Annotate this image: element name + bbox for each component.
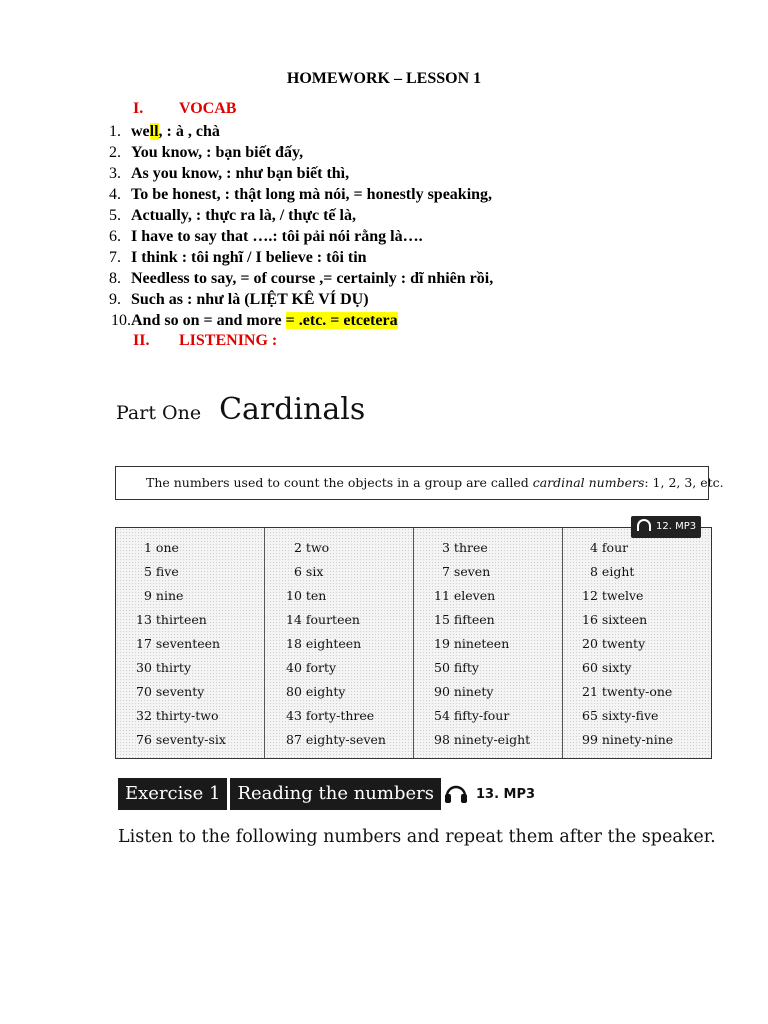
vocab-item-number: 1. [109, 123, 121, 140]
number-cell: 99 ninety-nine [582, 732, 674, 747]
vocab-item [109, 247, 493, 268]
section-heading-listening [133, 332, 277, 350]
definition-box [115, 466, 724, 500]
headphone-icon[interactable] [443, 781, 469, 805]
number-cell: 11 eleven [434, 588, 496, 603]
vocab-item-number: 2. [109, 144, 121, 161]
vocab-item-text: I have to say that ….: tôi pải nói rằng là…. [131, 228, 423, 245]
section-label: VOCAB [179, 100, 237, 117]
number-cell: 65 sixty-five [582, 708, 659, 723]
number-cell: 54 fifty-four [434, 708, 510, 723]
section-label: LISTENING : [179, 332, 278, 349]
audio-track-label: 12. MP3 [656, 521, 697, 532]
vocab-item-text: I think : tôi nghĩ / I believe : tôi tin [131, 249, 367, 266]
vocab-item-number: 3. [109, 165, 121, 182]
definition-term: cardinal numbers [532, 475, 645, 490]
number-cell: 10 ten [286, 588, 327, 603]
number-cell: 50 fifty [434, 660, 479, 675]
number-cell: 9 nine [144, 588, 184, 603]
vocab-item [109, 184, 493, 205]
number-cell: 18 eighteen [286, 636, 362, 651]
section-number: I. [133, 100, 144, 117]
audio-track-label[interactable]: 13. MP3 [476, 787, 536, 802]
number-cell: 87 eighty-seven [286, 732, 386, 747]
vocab-item-text: Needless to say, = of course ,= certainly : dĩ nhiên rồi, [131, 270, 494, 287]
definition-tail: : 1, 2, 3, etc. [644, 475, 724, 490]
number-cell: 17 seventeen [136, 636, 221, 651]
vocab-item-number: 7. [109, 249, 121, 266]
vocab-item [109, 142, 493, 163]
number-cell: 20 twenty [582, 636, 646, 651]
vocab-item [109, 268, 494, 289]
number-cell: 2 two [294, 540, 330, 555]
number-cell: 6 six [294, 564, 324, 579]
number-cell: 8 eight [590, 564, 635, 579]
number-cell: 3 three [442, 540, 488, 555]
number-cell: 98 ninety-eight [434, 732, 531, 747]
vocab-item-number: 4. [109, 186, 121, 203]
column-divider [413, 528, 414, 758]
vocab-item-text: we [131, 123, 150, 140]
section-number: II. [133, 332, 150, 349]
vocab-item-text: As you know, : như bạn biết thì, [131, 165, 350, 182]
vocab-item [109, 163, 493, 184]
number-cell: 14 fourteen [286, 612, 360, 627]
vocab-item-text: Actually, : thực ra là, / thực tế là, [131, 207, 356, 224]
number-cell: 32 thirty-two [136, 708, 219, 723]
vocab-item [109, 121, 493, 142]
number-cell: 7 seven [442, 564, 491, 579]
column-divider [562, 528, 563, 758]
exercise-number: Exercise 1 [125, 783, 221, 804]
audio-track-badge[interactable] [631, 516, 701, 538]
number-cell: 13 thirteen [136, 612, 207, 627]
number-cell: 76 seventy-six [136, 732, 226, 747]
exercise-instruction: Listen to the following numbers and repeat them after the speaker. [118, 827, 716, 847]
vocab-item [109, 205, 493, 226]
number-cell: 19 nineteen [434, 636, 510, 651]
vocab-item-number: 6. [109, 228, 121, 245]
vocab-item-text: You know, : bạn biết đấy, [131, 144, 304, 161]
number-cell: 60 sixty [582, 660, 632, 675]
highlighted-text: = .etc. = etcetera [285, 312, 398, 329]
vocab-item [109, 289, 493, 310]
vocab-item-number: 10. [111, 312, 131, 329]
vocab-item-text: To be honest, : thật long mà nói, = honestly speaking, [131, 186, 493, 203]
part-label: Part One [116, 402, 202, 424]
part-title: Cardinals [219, 392, 366, 427]
number-cell: 90 ninety [434, 684, 494, 699]
number-cell: 21 twenty-one [582, 684, 673, 699]
number-cell: 30 thirty [136, 660, 192, 675]
exercise-title: Reading the numbers [237, 783, 434, 804]
number-cell: 80 eighty [286, 684, 346, 699]
vocab-item-number: 9. [109, 291, 121, 308]
number-cell: 16 sixteen [582, 612, 648, 627]
page-title: HOMEWORK – LESSON 1 [286, 70, 482, 87]
number-cell: 1 one [144, 540, 179, 555]
vocab-item-text: , : à , chà [158, 123, 220, 140]
headphone-icon [637, 519, 651, 531]
vocab-item [111, 310, 493, 331]
part-heading [116, 392, 365, 427]
number-cell: 40 forty [286, 660, 337, 675]
number-cell: 15 fifteen [434, 612, 495, 627]
number-cell: 5 five [144, 564, 179, 579]
column-divider [264, 528, 265, 758]
exercise-badge [118, 778, 441, 810]
vocab-item-number: 8. [109, 270, 121, 287]
vocab-list [109, 121, 494, 331]
section-heading-vocab [133, 100, 236, 118]
vocab-item-number: 5. [109, 207, 121, 224]
cardinal-numbers-table [115, 527, 712, 759]
vocab-item [109, 226, 493, 247]
number-cell: 70 seventy [136, 684, 205, 699]
definition-text: The numbers used to count the objects in a group are called [146, 475, 533, 490]
number-cell: 12 twelve [582, 588, 644, 603]
vocab-item-text: Such as : như là (LIỆT KÊ VÍ DỤ) [131, 291, 369, 308]
number-cell: 4 four [590, 540, 629, 555]
number-cell: 43 forty-three [286, 708, 375, 723]
highlighted-text: ll [149, 123, 159, 140]
vocab-item-text: And so on = and more [131, 312, 286, 329]
